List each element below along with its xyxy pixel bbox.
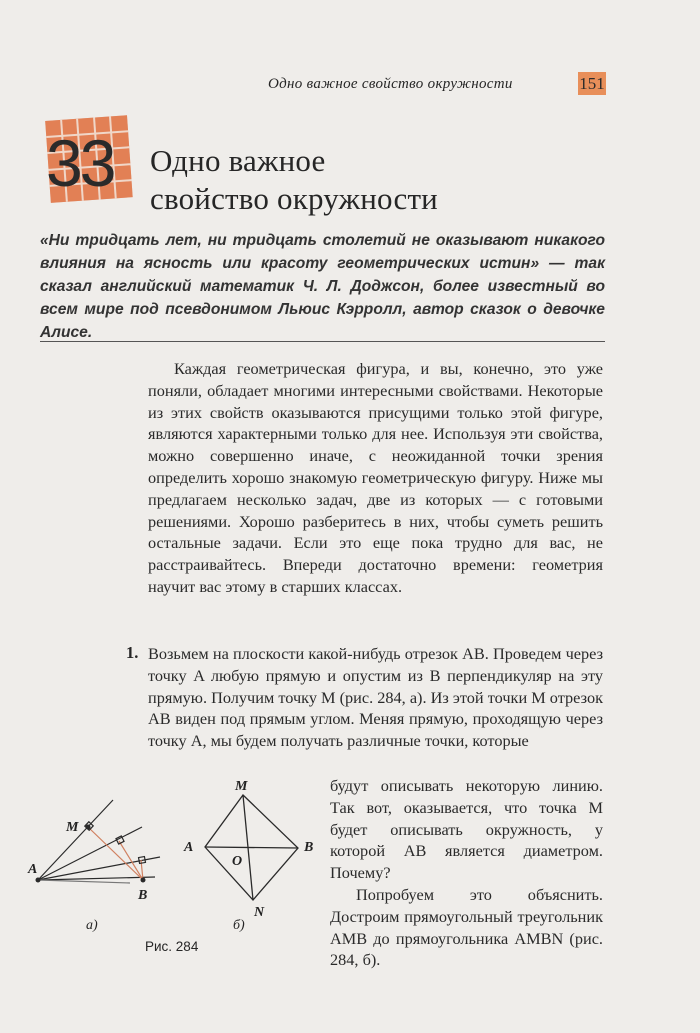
- problem-text-right: [330, 775, 603, 971]
- chapter-title-line2: свойство окружности: [150, 181, 438, 216]
- point-b-a: [141, 878, 146, 883]
- chapter-tile-icon: [40, 110, 140, 210]
- label-m-b: M: [235, 779, 248, 794]
- label-b-b: B: [304, 840, 314, 855]
- intro-paragraph: [148, 358, 603, 598]
- figure-sub-a: а): [86, 918, 98, 933]
- point-a-a: [36, 878, 41, 883]
- problem-text-right-p2: Попробуем это объяснить. Достроим прямоугольный треугольник AMB до прямоугольника AMBN (рис. 284, б).: [330, 884, 603, 970]
- chapter-title-line1: Одно важное: [150, 143, 326, 178]
- problem-text-top: Возьмем на плоскости какой-нибудь отрезок AB. Проведем через точку A любую прямую и опустим из B перпендикуляр на эту прямую. Получим точку M (рис. 284, a). Из этой точки M отрезок AB виден под прямым углом. Меняя прямую, проходящую через точку A, мы будем получать различные точки, которые: [148, 644, 603, 751]
- point-m-a: [86, 825, 91, 830]
- label-a-a: A: [28, 862, 38, 877]
- figure-svg: [30, 775, 325, 965]
- figure-284: [30, 775, 325, 965]
- chapter-number: 33: [46, 126, 114, 200]
- epigraph: «Ни тридцать лет, ни тридцать столетий не оказывают никакого влияния на ясность или красоту геометрических истин» — так сказал английский математик Ч. Л. Доджсон, более известный во всем мире под псевдонимом Льюис Кэрролл, автор сказок о девочке Алисе.: [40, 232, 605, 341]
- label-n-b: N: [254, 905, 265, 920]
- figure-a-drawing: [38, 800, 160, 883]
- label-b-a: B: [138, 888, 148, 903]
- chapter-title: [150, 142, 570, 218]
- label-o-b: O: [232, 854, 243, 869]
- figure-sub-b: б): [233, 918, 245, 933]
- figure-caption: Рис. 284: [145, 939, 199, 954]
- figure-b-drawing: [205, 795, 298, 900]
- label-a-b: A: [184, 840, 194, 855]
- running-head: Одно важное свойство окружности: [268, 76, 513, 92]
- problem-text-right-p1: будут описывать некоторую линию. Так вот, оказывается, что точка M будет описывать окружность, у которой AB является диаметром. Почему?: [330, 776, 603, 883]
- problem-number: 1.: [126, 643, 139, 662]
- page-number: 151: [579, 74, 605, 93]
- chapter-number-block: [40, 110, 140, 210]
- intro-text: Каждая геометрическая фигура, и вы, конечно, это уже поняли, обладает многими интересными свойствами. Некоторые из этих свойств оказываются присущими только этой фигуре, являются характерными только для нее. Используя эти свойства, можно совершенно иначе, с неожиданной точки зрения определить хорошо знакомую геометрическую фигуру. Ниже мы предлагаем несколько задач, две из которых — с готовыми решениями. Хорошо разберитесь в них, чтобы суметь решить остальные задачи. Если это еще пока трудно для вас, не расстраивайтесь. Впереди достаточно времени: геометрия научит вас этому в старших классах.: [148, 359, 603, 596]
- divider: [40, 341, 605, 342]
- label-m-a: M: [66, 820, 79, 835]
